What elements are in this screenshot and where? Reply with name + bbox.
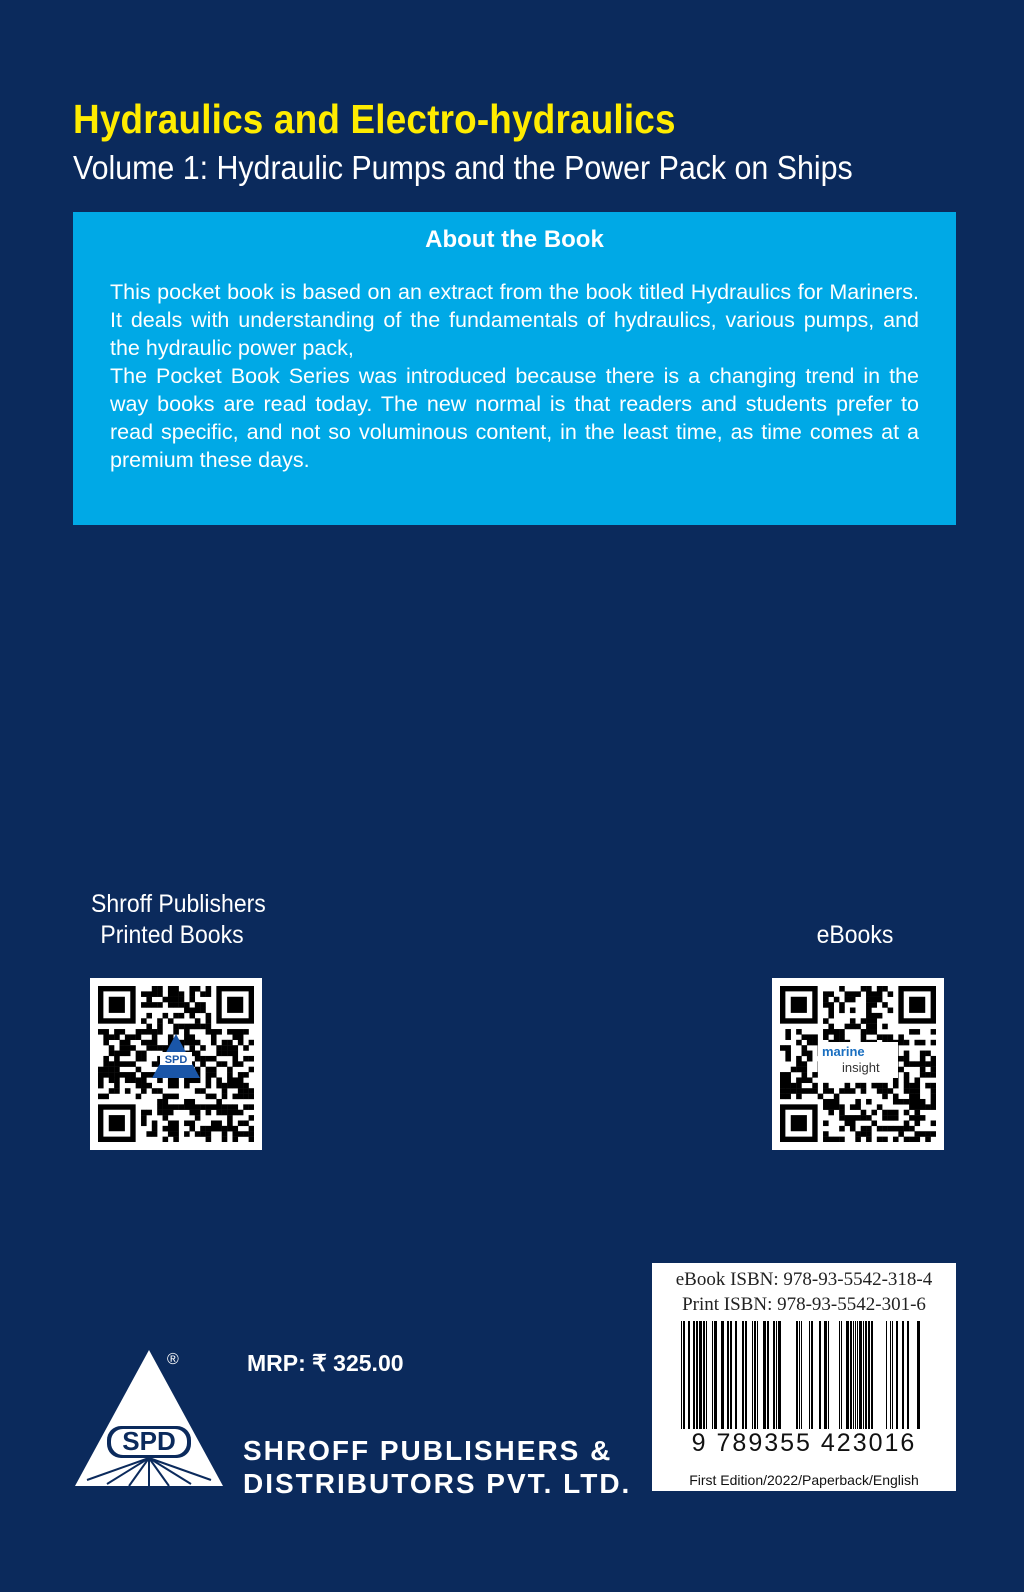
barcode-icon xyxy=(678,1321,930,1429)
qr-left-label xyxy=(91,889,266,951)
price-label: MRP: ₹ 325.00 xyxy=(247,1350,404,1376)
spd-small-logo-icon xyxy=(152,1034,200,1078)
edition-info: First Edition/2022/Paperback/English xyxy=(689,1472,919,1488)
isbn-barcode-panel xyxy=(652,1263,956,1491)
qr-right-label: eBooks xyxy=(816,921,894,949)
marine-insight-logo-icon xyxy=(818,1042,898,1078)
about-the-book-box xyxy=(73,212,956,525)
print-isbn: Print ISBN: 978-93-5542-301-6 xyxy=(682,1294,926,1315)
spd-small-logo-text: SPD xyxy=(164,1054,188,1066)
ebooks-qr-code[interactable] xyxy=(772,978,944,1150)
publisher-name-line2: DISTRIBUTORS PVT. LTD. xyxy=(243,1468,632,1499)
publisher-name-line1: SHROFF PUBLISHERS & xyxy=(243,1435,613,1466)
about-paragraph-1: This pocket book is based on an extract from the book titled Hydraulics for Mariners. It deals with understanding of the fundamentals of hydraulics, various pumps, and the hydraulic power pack, xyxy=(110,280,919,360)
printed-books-qr-code[interactable] xyxy=(90,978,262,1150)
registered-mark: ® xyxy=(167,1351,179,1368)
about-body xyxy=(110,278,919,474)
book-subtitle: Volume 1: Hydraulic Pumps and the Power Pack on Ships xyxy=(73,149,853,186)
qr-left-label-line2: Printed Books xyxy=(100,921,244,949)
about-heading: About the Book xyxy=(425,226,604,253)
barcode-digits: 9 789355 423016 xyxy=(691,1429,917,1457)
ebook-isbn: eBook ISBN: 978-93-5542-318-4 xyxy=(675,1269,933,1290)
qr-left-label-line1: Shroff Publishers xyxy=(91,890,266,918)
marine-insight-logo-top: marine xyxy=(822,1044,865,1059)
publisher-name xyxy=(243,1434,631,1500)
marine-insight-logo-bottom: insight xyxy=(842,1060,880,1075)
book-title: Hydraulics and Electro-hydraulics xyxy=(73,96,676,142)
about-paragraph-2: The Pocket Book Series was introduced because there is a changing trend in the way books are read today. The new normal is that readers and students prefer to read specific, and not so voluminous content, in the least time, as time comes at a premium these days. xyxy=(110,364,919,472)
spd-logo-text: SPD xyxy=(122,1426,176,1456)
spd-publisher-logo-icon xyxy=(73,1346,231,1492)
